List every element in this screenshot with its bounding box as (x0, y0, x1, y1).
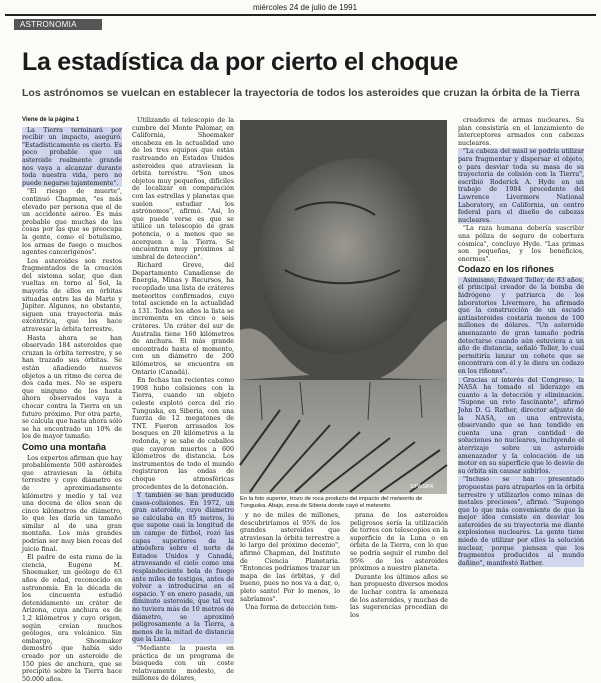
headline: La estadística da por cierto el choque (22, 48, 458, 76)
paragraph: Asimismo, Edward Teller, de 83 años, el principal creador de la bomba de hidrógeno y patriarca de los laboratorios Livermore, ha afirmado que la construcción de un escudo antiasteroides costaría menos de 100 millones de dólares. "Un asteroide amenazante de gran tamaño podría detectarse cuando aún estuviera a un año de distancia, señaló Teller, lo cual permitiría lanzar un cohete que se encontrara con él y le diera un codazo en los riñones". (458, 276, 584, 375)
meteorite-photo (240, 120, 447, 502)
paragraph: "La cabeza del misil se podría utilizar para fragmentar y dispersar el objeto, o para desviar toda su masa de su trayectoria de colisión con la Tierra", escribió Roderick A. Hyde en un trabajo de 1984 procedente del Lawrence Livermore National Laboratory, en California, un centro federal para el diseño de cabezas nucleares. (458, 148, 584, 224)
photo-credit: SIPA/SIPA (410, 484, 434, 490)
paragraph: Los expertos afirman que hay probablemente 500 asteroides que atraviesan la órbita terrestre y cuyo diámetro es de aproximadamente kilómetro y medio y tal vez una docena de ellos sean de cinco kilómetros de diámetro, lo que les daría un tamaño similar al de una gran montaña. Los más grandes podrían ser muy bien rocas del juicio final. (22, 454, 122, 553)
subheading: Como una montaña (22, 441, 107, 452)
paragraph: prana de los asteroides peligrosos sería la utilización de torres con telescopios en la superficie de la Luna o en órbita de la Tierra, con lo que se podría seguir el rumbo del 95% de los asteroides próximos a nuestro planeta. (350, 512, 448, 573)
column-1 (22, 117, 122, 683)
top-rule (5, 14, 596, 16)
paragraph: Gracias al interés del Congreso, la NASA ha tomado el liderazgo en cuanto a la detección y eliminación. "Supone un reto fascinante", afirmó John D. G. Rather, director adjunto de la NASA, en una entrevista, observando que se han tendido en cuenta una gran cantidad de soluciones no nucleares, incluyendo el aterrizaje sobre un asteroide amenazador y la colocación de un motor en su superficie que lo desvíe de su órbita sin causar subirlos. (458, 376, 584, 475)
paragraph: "Incluso se han presentado propuestas para atraparlos en la órbita terrestre y utilizarlos como minas de metales preciosos", afirmó. "Supongo que lo que más conveniente de que la mejor idea consiste en desviar los asteroides de su trayectoria me diante explosiones nucleares. La gente tiene miedo de utilizar por ellos la solución nuclear, porque piensan que los fragmentos producidos al mundo dañino", manifestó Rather. (458, 476, 584, 567)
publication-date: miércoles 24 de julio de 1991 (252, 3, 358, 12)
section-label: ASTRONOMIA (14, 19, 102, 30)
paragraph: creadores de armas nucleares. Su plan consistiría en el lanzamiento de interceptores armados con cabezas nucleares. (458, 117, 584, 147)
paragraph: "La raza humana debería suscribir una póliza de seguro de cobertura cósmica", concluye Hyde. "Las primas son pequeñas, y los beneficios, enormes". (458, 225, 584, 263)
paragraph: Y también se han producido casos-colisiones. En 1972, un gran asteroide, cuyo diámetro se calculaba en 85 metros, lo que supone casi la longitud de un campo de fútbol, rozó las capas superiores de la atmósfera sobre el norte de Estados Unidos y Canadá, atravesando el cielo como una resplandeciente bola de fuego ante miles de testigos, antes de volver a introducirse en el espacio. Y en enero pasado, un diminuto asteroide, que tal vez no tuviera más de 10 metros de diámetro, se aproximó peligrosamente a la Tierra, a menos de la mitad de distancia que la Luna. (132, 492, 234, 644)
paragraph: Durante los últimos años se han propuesto diversos modos de luchar contra la amenaza de los asteroides, y muchas de las sugerencias procedían de los (350, 573, 448, 619)
paragraph: El padre de esta rama de la ciencia, Eugene M. Shoemaker, un geólogo de 63 años de edad, reconocido en astronomía. En la década de los cincuenta estudió detenidamente un cráter de Arizona, cuya anchura es de 1,2 kilómetros y cuyo origen, según creían muchos geólogos, era volcánico. Sin embargo, Shoemaker demostró que había sido creado por un asteroide de 150 pies de anchura, que se precipitó sobre la Tierra hace 50.000 años. (22, 554, 122, 683)
paragraph: La Tierra terminará por recibir un impacto, aseguró. "Estadísticamente es cierto. Es poco probable que un asteroide realmente grande nos vaya a alcanzar durante toda nuestra vida, pero no puede negarse tajantemente". (22, 126, 122, 187)
column-3 (240, 512, 340, 637)
continued-from: Viene de la página 1 (22, 117, 80, 123)
column-4 (350, 512, 448, 637)
subhead: Los astrónomos se vuelcan en establecer la trayectoria de todos los asteroides que cruzan la órbita de la Tierra (22, 87, 580, 99)
subheading: Codazo en los riñones (458, 264, 555, 275)
paragraph: Los asteroides son restos fragmentados de la creación del sistema solar, que dan vueltas en torno al Sol, la mayoría de ellos en órbitas situadas entre las de Marte y Júpiter. Algunos, no obstante, siguen una trayectoria más excéntrica, que los hace atravesar la órbita terrestre. (22, 257, 122, 334)
paragraph: Hasta ahora se han observado 184 asteroides que cruzan la órbita terrestre, y se han trazado sus órbitas. Se están añadiendo nuevos objetos a un ritmo de cerca de dos cada mes. No se espera que ninguno de los hasta ahora observados vaya a chocar contra la Tierra en un futuro próximo. Por otra parte, se calcula que hasta ahora sólo se ha encontrado un 10% de los de mayor tamaño. (22, 334, 122, 441)
paragraph: En fechas tan recientes como 1908 hubo colisiones con la Tierra, cuando un objeto celeste explotó cerca del río Tunguska, en Siberia, con una fuerza de 12 megatones de TNT. Fueron arrasados los bosques en 20 kilómetros a la redonda, y se sabe de caballos que cayeron muertos a 600 kilómetros de distancia. Los instrumentos de todo el mundo registraron las ondas de choque atmosféricas procedentes de la detonación. (132, 377, 234, 491)
paragraph: y no de miles de millones, descubriríamos el 95% de los grandes asteroides que atraviesan la órbita terrestre a lo largo del próximo decenio", afirmó Chapman, del Instituto de Ciencia Planetaria. "Entonces podríamos trazar un mapa de las órbitas, y del bueno, pues no nos va a dar, o, pleto santo! Por lo menos, lo sabríamos". (240, 512, 340, 603)
paragraph: Richard Greve, del Departamento Canadiense de Energía, Minas y Recursos, ha recopilado una lista de cráteres meteoritos confirmados, cuyo total asciende en la actualidad a 131. Todos los años la lista se incrementa en cinco o seis cráteres. Un cráter del sur de Australia tiene 160 kilómetros de anchura. El más grande encontrado hasta el momento, con un diámetro de 200 kilómetros, se encuentra en Ontario (Canadá). (132, 262, 234, 376)
paragraph: "Mediante la puesta en práctica de un programa de búsqueda con un coste relativamente modesto, de millones de dólares, (132, 644, 234, 683)
tunguska-rock-image (240, 120, 447, 502)
column-5 (458, 117, 584, 637)
paragraph: Utilizando el telescopio de la cumbre del Monte Palomar, en California, Shoemaker encabeza en la actualidad uno de los tres equipos que están rastreando en Estados Unidos asteroides que atraviesan la órbita terrestre. "Son unos objetos muy pequeños, difíciles de localizar en comparación con las estrellas y planetas que suelen estudiar los astrónomos", afirmó. "Así, lo que puede verse es que se utilice un telescopio de gran potencia, o a menos que se acerquen a la Tierra. Se encuentran muy próximos al umbral de detección". (132, 117, 234, 261)
column-2 (132, 117, 234, 683)
paragraph: "El riesgo de muerte", continuó Chapman, "es más elevado per persona que el de un accidente aéreo. Es más probable que muchas de las cosas por las que se preocupa la gente, como el botulismo, los armas de fuego o muchos agentes cancerígenos". (22, 188, 122, 257)
photo-caption: En la foto superior, trozo de roca producto del impacto del meteorito de Tunguska. Abajo, zona de Siberia donde cayó el meteorito. (240, 494, 447, 510)
paragraph: Una forma de detección tem- (245, 604, 339, 612)
